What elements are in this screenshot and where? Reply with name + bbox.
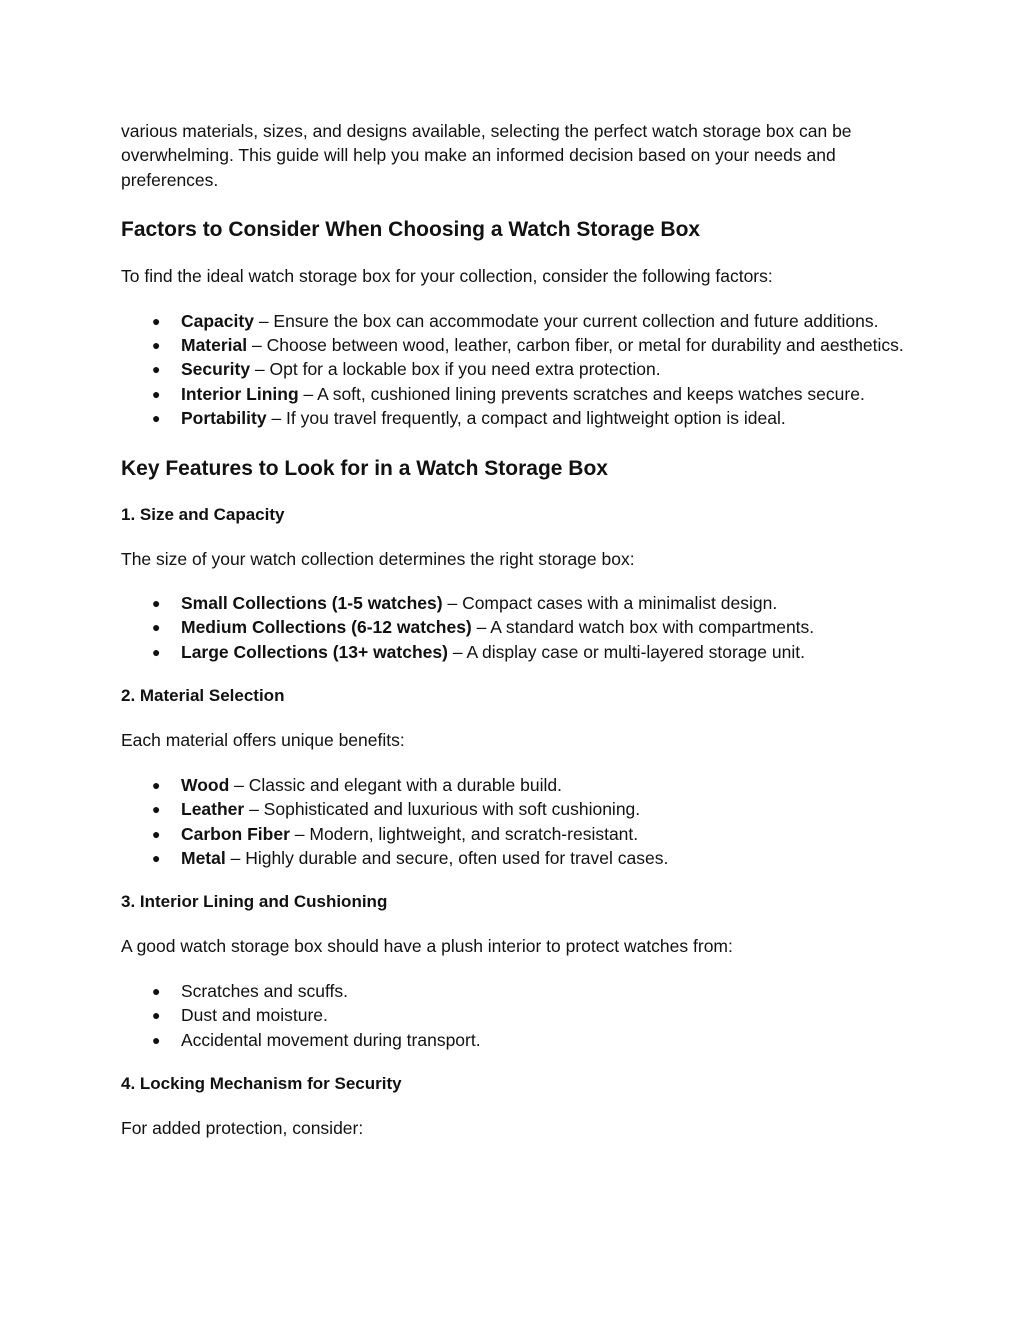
item-term: Portability [181, 408, 267, 429]
item-term: Wood [181, 774, 230, 795]
bullet-icon: ● [152, 825, 161, 842]
size-list [121, 591, 911, 664]
document-page [121, 119, 911, 1140]
lining-intro: A good watch storage box should have a plush interior to protect watches from: [121, 936, 733, 957]
item-term: Capacity [181, 310, 254, 331]
list-item [121, 309, 911, 333]
item-text: – Ensure the box can accommodate your current collection and future additions. [253, 310, 879, 331]
bullet-icon: ● [152, 312, 161, 329]
item-text: – Modern, lightweight, and scratch-resistant. [289, 823, 639, 844]
item-text: – Choose between wood, leather, carbon fiber, or metal for durability and aesthetics. [247, 335, 904, 356]
factors-intro: To find the ideal watch storage box for your collection, consider the following factors: [121, 266, 773, 287]
bullet-icon: ● [152, 337, 161, 354]
list-item [121, 406, 911, 430]
size-intro: The size of your watch collection determines the right storage box: [121, 548, 635, 569]
list-item [121, 797, 911, 821]
factors-list [121, 309, 911, 431]
item-term: Leather [181, 799, 245, 820]
item-text: – A soft, cushioned lining prevents scratches and keeps watches secure. [298, 383, 865, 404]
list-item [121, 1028, 911, 1052]
list-item [121, 640, 911, 664]
item-text: Dust and moisture. [181, 1005, 328, 1026]
item-text: Scratches and scuffs. [181, 980, 348, 1001]
item-text: – Compact cases with a minimalist design. [442, 593, 778, 614]
item-text: Accidental movement during transport. [181, 1029, 481, 1050]
item-term: Metal [181, 847, 226, 868]
section-heading-factors: Factors to Consider When Choosing a Watch Storage Box [121, 218, 701, 242]
item-term: Small Collections (1-5 watches) [181, 593, 443, 614]
bullet-icon: ● [152, 982, 161, 999]
bullet-icon: ● [152, 410, 161, 427]
material-list [121, 773, 911, 871]
bullet-icon: ● [152, 776, 161, 793]
item-term: Interior Lining [181, 383, 299, 404]
item-term: Material [181, 335, 248, 356]
list-item [121, 822, 911, 846]
list-item [121, 979, 911, 1003]
item-term: Medium Collections (6-12 watches) [181, 617, 472, 638]
list-item [121, 615, 911, 639]
item-term: Large Collections (13+ watches) [181, 641, 448, 662]
bullet-icon: ● [152, 595, 161, 612]
list-item [121, 357, 911, 381]
subheading-material-selection: 2. Material Selection [121, 686, 285, 706]
bullet-icon: ● [152, 801, 161, 818]
list-item [121, 846, 911, 870]
item-text: – Opt for a lockable box if you need extra protection. [250, 359, 661, 380]
material-intro: Each material offers unique benefits: [121, 730, 405, 751]
bullet-icon: ● [152, 385, 161, 402]
item-text: – Highly durable and secure, often used for travel cases. [225, 847, 669, 868]
item-text: – If you travel frequently, a compact and lightweight option is ideal. [266, 408, 786, 429]
list-item [121, 773, 911, 797]
subheading-size-capacity: 1. Size and Capacity [121, 504, 285, 524]
intro-paragraph: various materials, sizes, and designs available, selecting the perfect watch storage box can be overwhelming. This guide will help you make an informed decision based on your needs and preferences. [121, 121, 852, 190]
bullet-icon: ● [152, 619, 161, 636]
section-heading-features: Key Features to Look for in a Watch Storage Box [121, 456, 608, 480]
locking-intro: For added protection, consider: [121, 1117, 364, 1138]
bullet-icon: ● [152, 1007, 161, 1024]
list-item [121, 382, 911, 406]
bullet-icon: ● [152, 361, 161, 378]
list-item [121, 333, 911, 357]
item-term: Security [181, 359, 251, 380]
item-text: – Sophisticated and luxurious with soft cushioning. [244, 799, 641, 820]
item-text: – A standard watch box with compartments. [471, 617, 815, 638]
item-text: – A display case or multi-layered storage unit. [447, 641, 805, 662]
subheading-interior-lining: 3. Interior Lining and Cushioning [121, 892, 388, 912]
item-term: Carbon Fiber [181, 823, 290, 844]
list-item [121, 1003, 911, 1027]
bullet-icon: ● [152, 1031, 161, 1048]
subheading-locking-mechanism: 4. Locking Mechanism for Security [121, 1073, 402, 1093]
lining-list [121, 979, 911, 1052]
bullet-icon: ● [152, 849, 161, 866]
list-item [121, 591, 911, 615]
item-text: – Classic and elegant with a durable build. [229, 774, 562, 795]
bullet-icon: ● [152, 643, 161, 660]
